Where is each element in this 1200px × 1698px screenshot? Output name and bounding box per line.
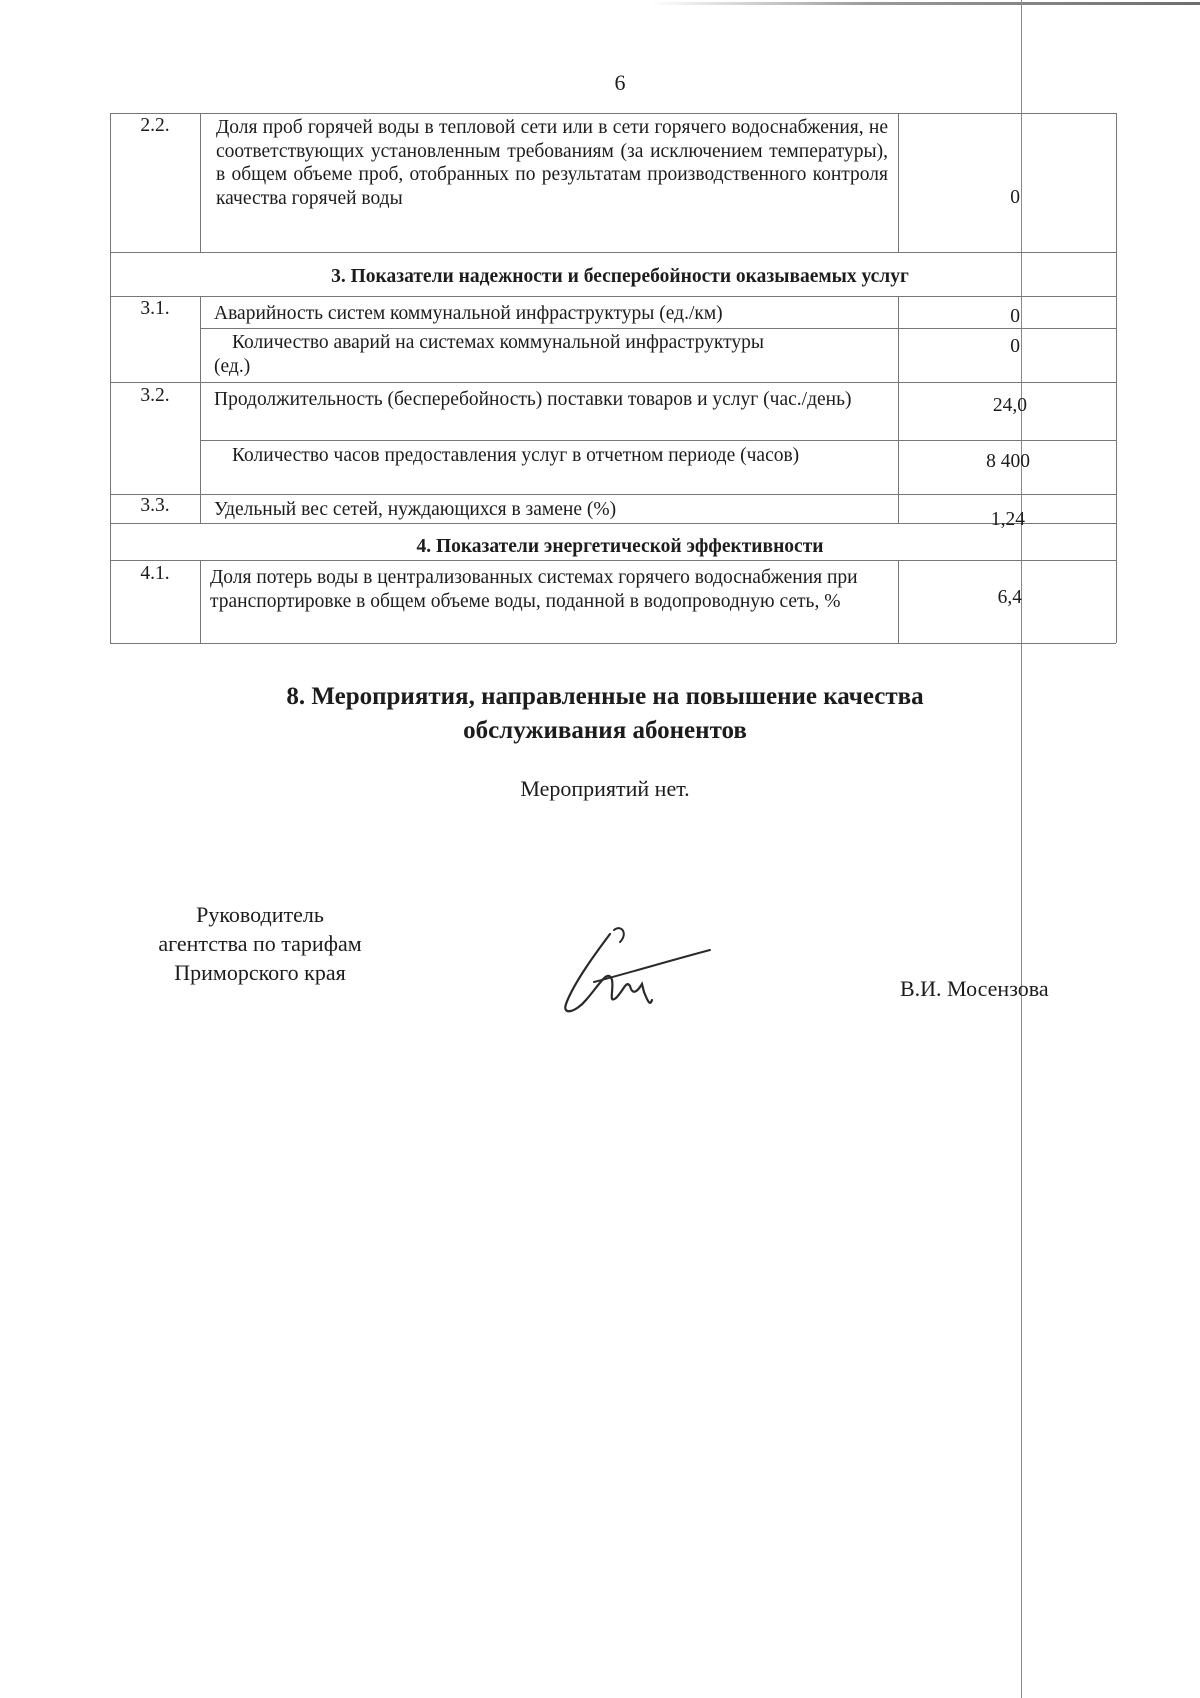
- table-rule: [110, 252, 1116, 253]
- table-rule: [898, 296, 899, 523]
- section-header: 4. Показатели энергетической эффективности: [416, 536, 824, 557]
- no-measures-text: Мероприятий нет.: [520, 776, 690, 801]
- row-value: 6,4: [997, 587, 1022, 608]
- row-number: 3.2.: [140, 385, 170, 406]
- row-number: 4.1.: [140, 563, 170, 584]
- signatory-position: [100, 900, 420, 987]
- table-rule: [898, 560, 899, 643]
- row-description: Количество аварий на системах коммунальной инфраструктуры (ед.): [214, 332, 764, 377]
- row-value: 0: [1010, 336, 1020, 357]
- handwritten-signature: [552, 920, 722, 1020]
- row-number: 3.1.: [140, 298, 170, 319]
- table-rule: [200, 296, 201, 523]
- signatory-position-line: Приморского края: [174, 960, 346, 985]
- row-value: 8 400: [986, 451, 1030, 472]
- table-rule: [110, 494, 1116, 495]
- table-rule: [200, 440, 1116, 441]
- row-number: 2.2.: [140, 115, 170, 136]
- row-number: 3.3.: [140, 495, 170, 516]
- scan-artifact-top-line: [650, 2, 1200, 5]
- row-value: 24,0: [992, 395, 1027, 416]
- page-number: 6: [614, 70, 626, 95]
- section-header: 3. Показатели надежности и бесперебойности оказываемых услуг: [331, 266, 909, 287]
- table-rule: [898, 113, 899, 252]
- row-description: Доля проб горячей воды в тепловой сети или в сети горячего водоснабжения, не соответствующих установленным требованиям (за исключением температуры), в общем объеме проб, отобранных по результатам производственного контроля качества горячей воды: [216, 117, 888, 209]
- row-description: Удельный вес сетей, нуждающихся в замене (%): [214, 499, 617, 520]
- row-value: 0: [1010, 187, 1020, 208]
- table-rule: [1116, 113, 1117, 643]
- section-heading-line: обслуживания абонентов: [463, 717, 747, 744]
- signatory-name: В.И. Мосензова: [900, 976, 1049, 1001]
- signatory-position-line: Руководитель: [196, 902, 324, 927]
- table-rule: [200, 113, 201, 252]
- signatory-position-line: агентства по тарифам: [158, 931, 362, 956]
- table-rule: [110, 560, 1116, 561]
- row-value: 1,24: [990, 509, 1025, 530]
- row-description: Количество часов предоставления услуг в отчетном периоде (часов): [232, 445, 800, 466]
- row-value: 0: [1010, 306, 1020, 327]
- table-rule: [200, 560, 201, 643]
- scan-artifact-vertical-line: [1021, 0, 1022, 1698]
- row-description: Аварийность систем коммунальной инфраструктуры (ед./км): [214, 303, 723, 324]
- table-rule: [110, 643, 1116, 644]
- row-description: Доля потерь воды в централизованных системах горячего водоснабжения при транспортировке в общем объеме воды, поданной в водопроводную сеть, %: [210, 567, 858, 612]
- section-heading-line: 8. Мероприятия, направленные на повышение качества: [286, 683, 924, 710]
- table-rule: [110, 113, 1116, 114]
- table-rule: [110, 296, 1116, 297]
- table-rule: [110, 382, 1116, 383]
- row-description: Продолжительность (бесперебойность) поставки товаров и услуг (час./день): [214, 389, 852, 410]
- section-heading: [160, 680, 1050, 748]
